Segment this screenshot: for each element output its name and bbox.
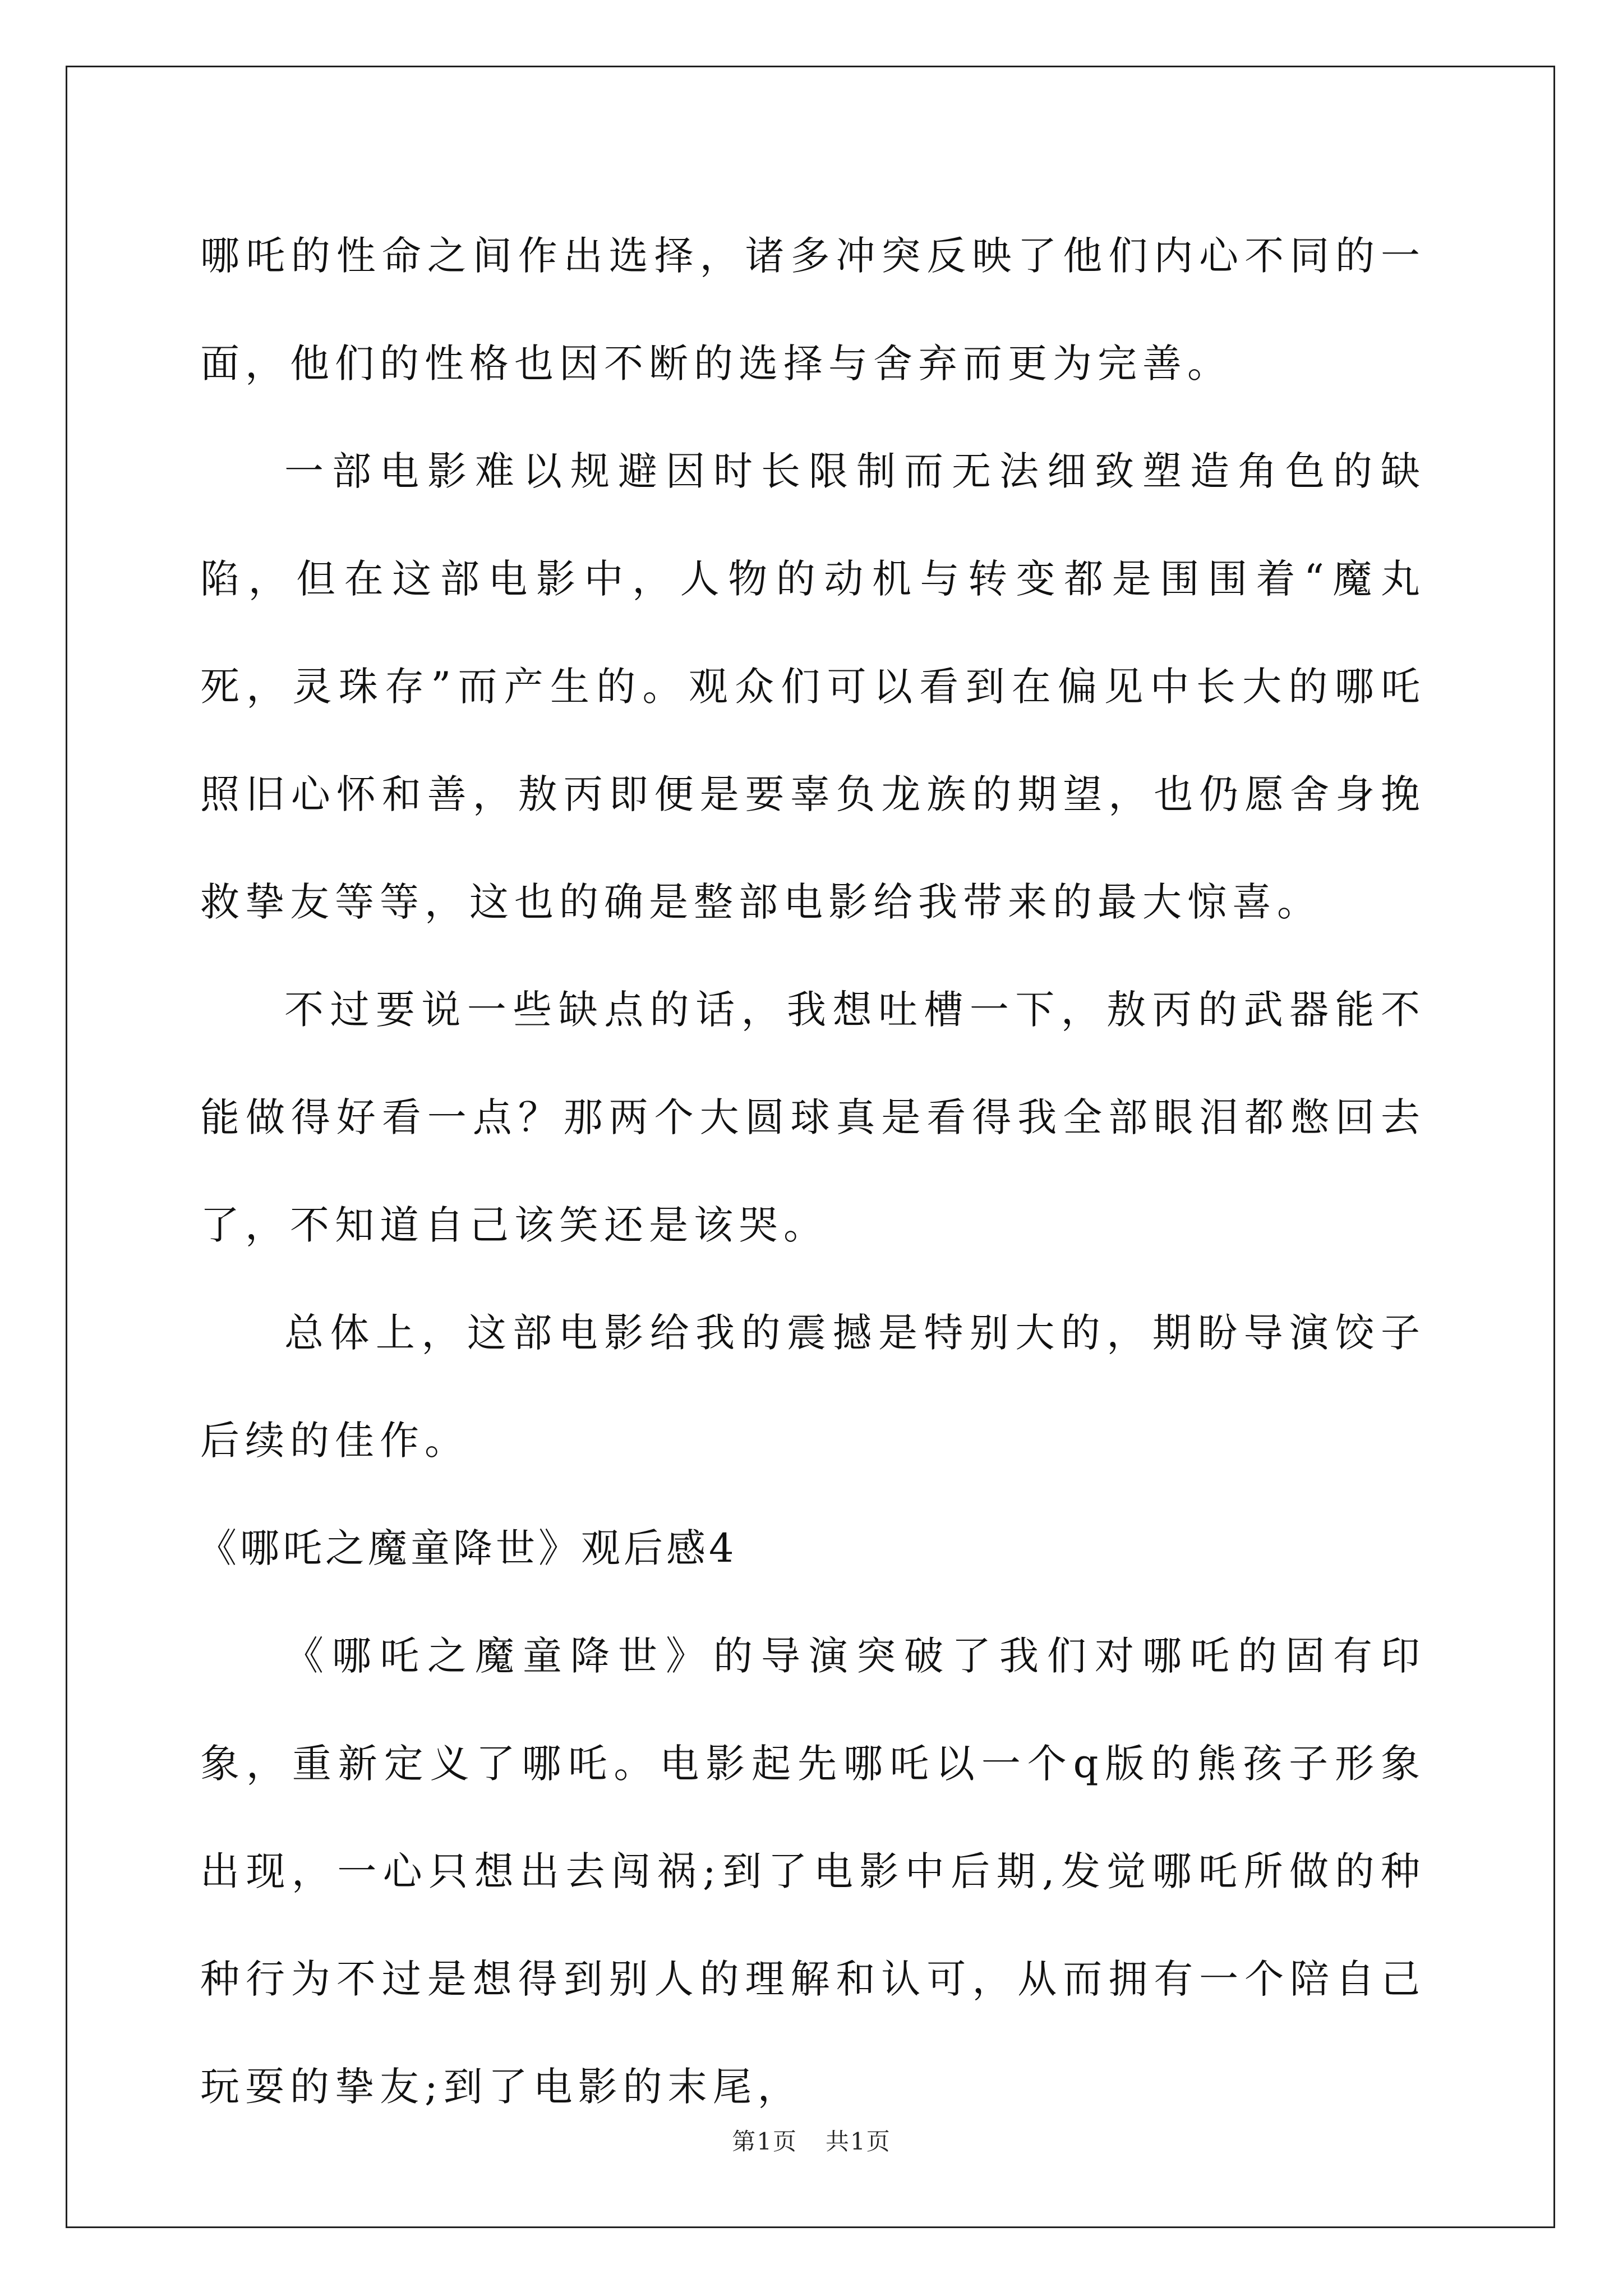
document-body	[197, 202, 1426, 2141]
paragraph: 总体上，这部电影给我的震撼是特别大的，期盼导演饺子后续的佳作。	[200, 1310, 1426, 1464]
page-number: 第1页	[732, 2128, 797, 2155]
section-heading: 《哪吒之魔童降世》观后感4	[197, 1525, 737, 1571]
paragraph: 《哪吒之魔童降世》的导演突破了我们对哪吒的固有印象，重新定义了哪吒。电影起先哪吒以一个q版的熊孩子形象出现，一心只想出去闯祸;到了电影中后期,发觉哪吒所做的种种行为不过是想得到别人的理解和认可，从而拥有一个陪自己玩耍的挚友;到了电影的末尾，	[200, 1633, 1426, 2110]
page-total: 共1页	[826, 2128, 891, 2155]
paragraph: 一部电影难以规避因时长限制而无法细致塑造角色的缺陷，但在这部电影中，人物的动机与转变都是围围着“魔丸死，灵珠存”而产生的。观众们可以看到在偏见中长大的哪吒照旧心怀和善，敖丙即便是要辜负龙族的期望，也仍愿舍身挽救挚友等等，这也的确是整部电影给我带来的最大惊喜。	[200, 448, 1426, 925]
page-footer	[0, 2125, 1623, 2159]
paragraph: 哪吒的性命之间作出选择，诸多冲突反映了他们内心不同的一面，他们的性格也因不断的选择与舍弃而更为完善。	[200, 233, 1426, 386]
paragraph: 不过要说一些缺点的话，我想吐槽一下，敖丙的武器能不能做得好看一点？那两个大圆球真是看得我全部眼泪都憋回去了，不知道自己该笑还是该哭。	[200, 987, 1426, 1248]
